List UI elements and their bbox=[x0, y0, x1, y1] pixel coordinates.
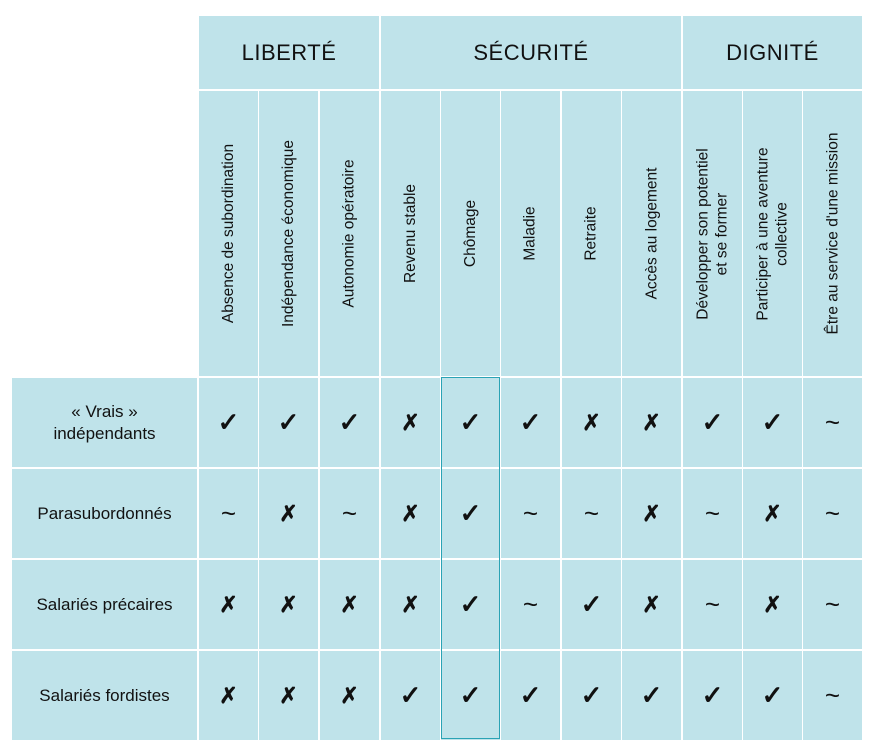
row-label-line: « Vrais » bbox=[71, 401, 138, 421]
column-header bbox=[501, 91, 560, 376]
column-header bbox=[622, 91, 681, 376]
column-header-label bbox=[521, 206, 540, 260]
row-label bbox=[12, 560, 197, 649]
tilde-icon: ~ bbox=[501, 560, 560, 649]
check-icon: ✓ bbox=[259, 378, 318, 467]
check-icon: ✓ bbox=[622, 651, 681, 740]
check-icon: ✓ bbox=[743, 378, 802, 467]
cross-icon: ✗ bbox=[320, 560, 379, 649]
cross-icon: ✗ bbox=[622, 469, 681, 558]
check-icon: ✓ bbox=[743, 651, 802, 740]
column-header-line: Développer son potentiel bbox=[694, 147, 712, 320]
column-header bbox=[381, 91, 440, 376]
row-label-text bbox=[39, 685, 169, 707]
tilde-icon: ~ bbox=[683, 560, 742, 649]
column-header bbox=[562, 91, 621, 376]
row-label bbox=[12, 469, 197, 558]
cross-icon: ✗ bbox=[199, 651, 258, 740]
tilde-icon: ~ bbox=[683, 469, 742, 558]
column-header-label bbox=[754, 147, 792, 320]
tilde-icon: ~ bbox=[501, 469, 560, 558]
row-label-line: indépendants bbox=[53, 423, 156, 443]
cross-icon: ✗ bbox=[381, 469, 440, 558]
cross-icon: ✗ bbox=[381, 378, 440, 467]
column-header-line: Chômage bbox=[462, 199, 479, 268]
column-header-label bbox=[401, 184, 420, 283]
column-header-line: Revenu stable bbox=[402, 183, 419, 284]
check-icon: ✓ bbox=[562, 651, 621, 740]
tilde-icon: ~ bbox=[320, 469, 379, 558]
column-header-label bbox=[823, 133, 842, 335]
row-label-text bbox=[36, 594, 172, 616]
cross-icon: ✗ bbox=[622, 378, 681, 467]
check-icon: ✓ bbox=[441, 469, 500, 558]
cross-icon: ✗ bbox=[320, 651, 379, 740]
column-header-line: Retraite bbox=[583, 206, 600, 261]
check-icon: ✓ bbox=[441, 560, 500, 649]
column-header-label bbox=[340, 159, 359, 307]
column-header-line: Être au service d'une mission bbox=[824, 132, 842, 335]
check-icon: ✓ bbox=[562, 560, 621, 649]
group-header-2: SÉCURITÉ bbox=[381, 16, 681, 89]
column-header-label bbox=[219, 144, 238, 323]
cross-icon: ✗ bbox=[622, 560, 681, 649]
tilde-icon: ~ bbox=[803, 378, 862, 467]
row-label-line: Salariés précaires bbox=[36, 594, 173, 614]
cross-icon: ✗ bbox=[381, 560, 440, 649]
group-header-1: LIBERTÉ bbox=[199, 16, 379, 89]
row-label bbox=[12, 651, 197, 740]
row-label bbox=[12, 378, 197, 467]
tilde-icon: ~ bbox=[562, 469, 621, 558]
column-header-label bbox=[279, 140, 298, 327]
check-icon: ✓ bbox=[441, 378, 500, 467]
column-header-line: Maladie bbox=[522, 206, 539, 261]
column-header-line: Participer à une aventure bbox=[754, 146, 772, 321]
column-header-label bbox=[694, 148, 732, 319]
column-header bbox=[199, 91, 258, 376]
row-label-line: Parasubordonnés bbox=[37, 503, 172, 523]
column-header-label bbox=[461, 200, 480, 267]
column-header-line: Absence de subordination bbox=[220, 143, 237, 324]
column-header-line: collective bbox=[773, 201, 791, 266]
cross-icon: ✗ bbox=[199, 560, 258, 649]
group-header-3: DIGNITÉ bbox=[683, 16, 862, 89]
column-header bbox=[259, 91, 318, 376]
column-header-line: et se former bbox=[713, 192, 731, 275]
cross-icon: ✗ bbox=[259, 469, 318, 558]
column-header bbox=[743, 91, 802, 376]
check-icon: ✓ bbox=[441, 651, 500, 740]
cross-icon: ✗ bbox=[259, 560, 318, 649]
cross-icon: ✗ bbox=[743, 560, 802, 649]
column-header-label bbox=[642, 168, 661, 300]
column-header bbox=[803, 91, 862, 376]
tilde-icon: ~ bbox=[803, 560, 862, 649]
tilde-icon: ~ bbox=[199, 469, 258, 558]
row-label-text bbox=[37, 503, 171, 525]
column-header bbox=[441, 91, 500, 376]
check-icon: ✓ bbox=[501, 378, 560, 467]
check-icon: ✓ bbox=[683, 378, 742, 467]
tilde-icon: ~ bbox=[803, 651, 862, 740]
check-icon: ✓ bbox=[381, 651, 440, 740]
cross-icon: ✗ bbox=[562, 378, 621, 467]
check-icon: ✓ bbox=[199, 378, 258, 467]
column-header bbox=[683, 91, 742, 376]
check-icon: ✓ bbox=[501, 651, 560, 740]
cross-icon: ✗ bbox=[259, 651, 318, 740]
check-icon: ✓ bbox=[320, 378, 379, 467]
column-header bbox=[320, 91, 379, 376]
check-icon: ✓ bbox=[683, 651, 742, 740]
column-header-line: Autonomie opératoire bbox=[341, 159, 358, 308]
column-header-line: Indépendance économique bbox=[280, 139, 298, 328]
cross-icon: ✗ bbox=[743, 469, 802, 558]
row-label-text bbox=[53, 401, 155, 445]
column-header-line: Accès au logement bbox=[643, 167, 661, 300]
column-header-label bbox=[582, 206, 601, 260]
tilde-icon: ~ bbox=[803, 469, 862, 558]
row-label-line: Salariés fordistes bbox=[39, 685, 170, 705]
